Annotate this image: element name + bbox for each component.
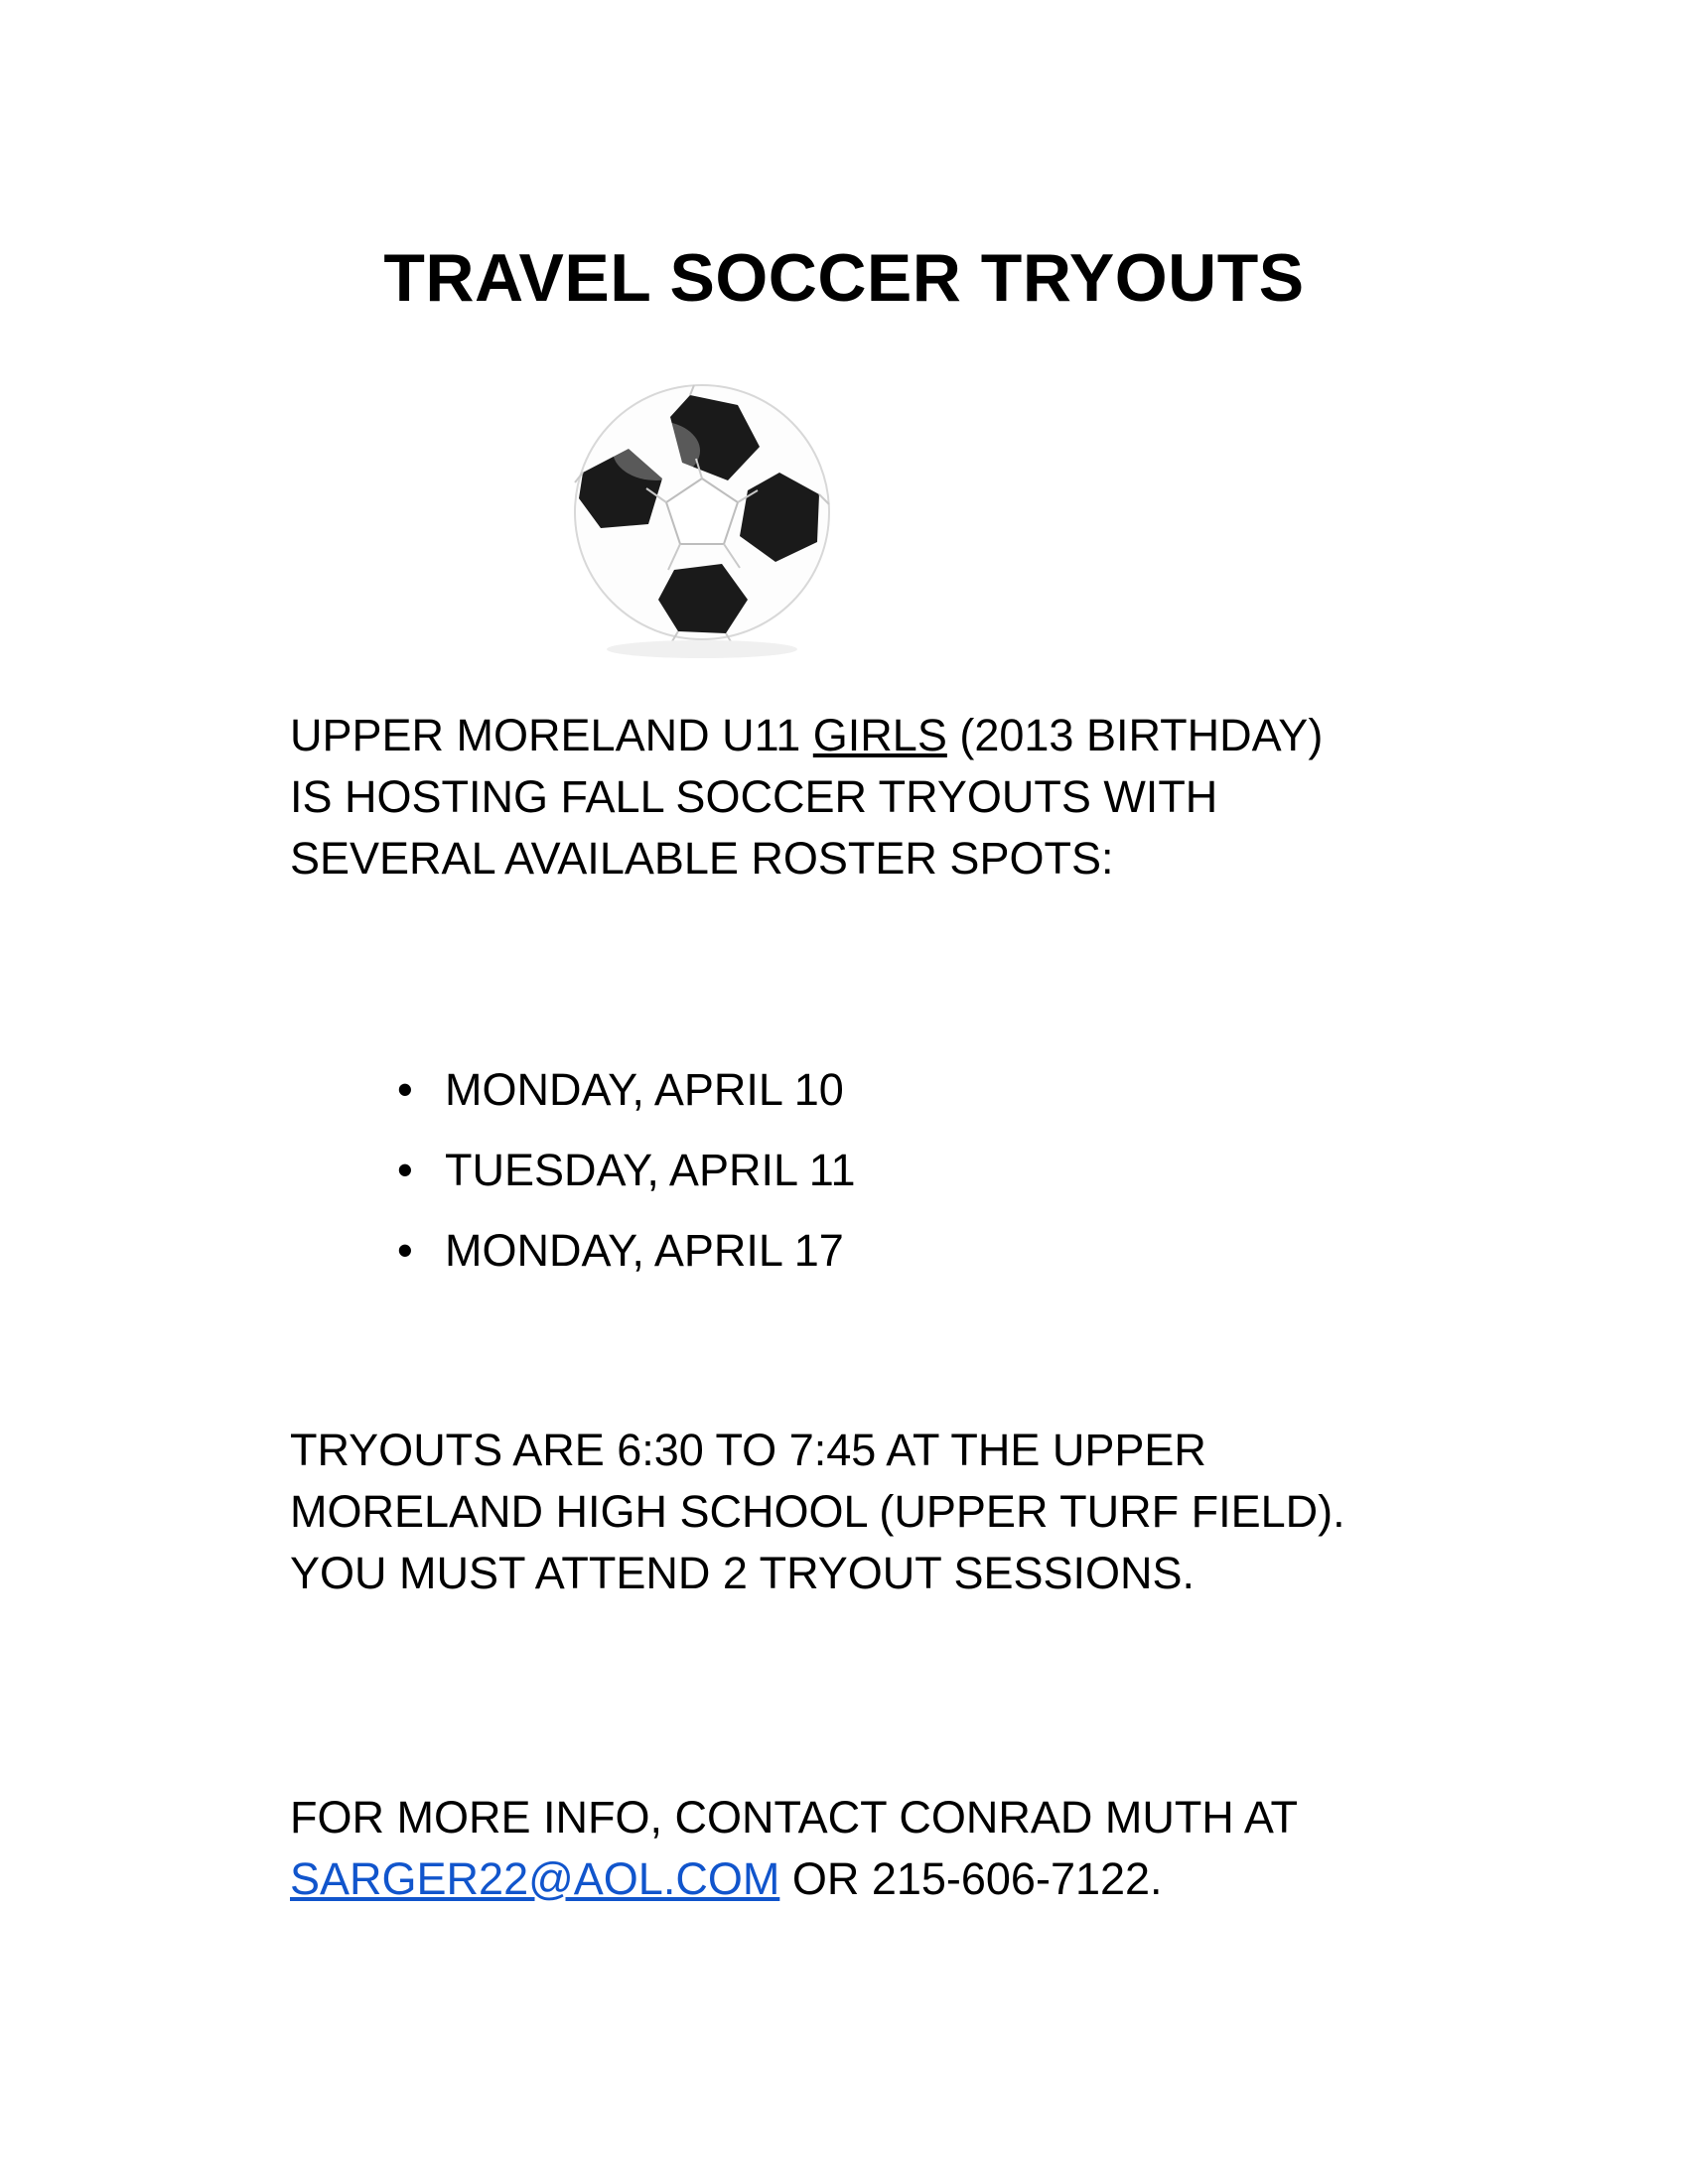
- intro-paragraph: [290, 705, 1481, 889]
- contact-line-1: FOR MORE INFO, CONTACT CONRAD MUTH AT: [290, 1792, 1298, 1843]
- bullet-icon: •: [397, 1225, 413, 1276]
- intro-line-2: IS HOSTING FALL SOCCER TRYOUTS WITH: [290, 771, 1218, 823]
- bullet-icon: •: [397, 1145, 413, 1195]
- list-item: [397, 1225, 856, 1276]
- intro-line-1-before: UPPER MORELAND U11: [290, 710, 813, 760]
- contact-paragraph: [290, 1787, 1481, 1910]
- details-line-3: YOU MUST ATTEND 2 TRYOUT SESSIONS.: [290, 1548, 1196, 1599]
- date-label: TUESDAY, APRIL 11: [445, 1145, 856, 1195]
- intro-girls-emphasis: GIRLS: [812, 710, 947, 760]
- intro-line-1-after: (2013 BIRTHDAY): [946, 710, 1324, 760]
- details-line-2: MORELAND HIGH SCHOOL (UPPER TURF FIELD).: [290, 1486, 1345, 1538]
- list-item: [397, 1145, 856, 1195]
- details-paragraph: [290, 1420, 1481, 1604]
- date-label: MONDAY, APRIL 17: [445, 1225, 844, 1276]
- intro-line-3: SEVERAL AVAILABLE ROSTER SPOTS:: [290, 833, 1114, 885]
- soccer-ball-photo: [553, 345, 851, 673]
- contact-email-link[interactable]: SARGER22@AOL.COM: [290, 1853, 780, 1905]
- intro-line-1: [290, 705, 1481, 766]
- bullet-icon: •: [397, 1064, 413, 1115]
- tryout-dates-list: [397, 1064, 856, 1308]
- details-line-1: TRYOUTS ARE 6:30 TO 7:45 AT THE UPPER: [290, 1425, 1206, 1475]
- contact-phone-text: OR 215-606-7122.: [779, 1853, 1163, 1905]
- contact-line-2: [290, 1848, 1481, 1910]
- list-item: [397, 1064, 856, 1115]
- page-title: TRAVEL SOCCER TRYOUTS: [383, 239, 1305, 316]
- date-label: MONDAY, APRIL 10: [445, 1064, 844, 1115]
